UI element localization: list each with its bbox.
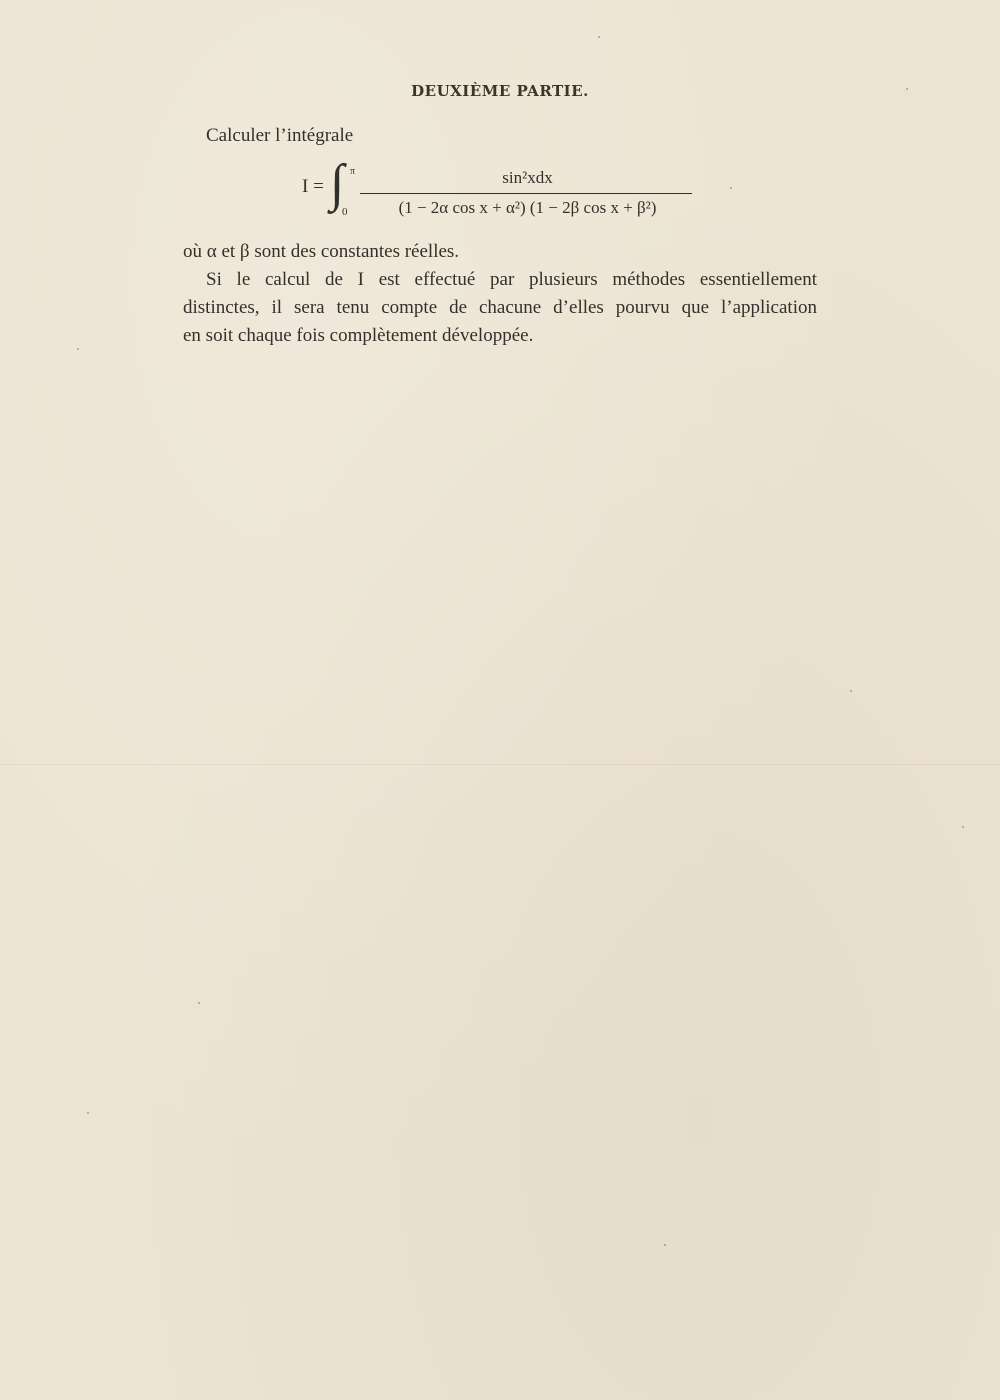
integral-upper-limit: π xyxy=(350,166,356,177)
paragraph-line: distinctes, il sera tenu compte de chacune d’elles pourvu que l’application xyxy=(183,297,817,318)
paper-fold-line xyxy=(0,764,1000,765)
paper-speck xyxy=(850,690,852,692)
fraction-bar xyxy=(360,193,692,194)
integral-lower-limit: 0 xyxy=(342,206,348,218)
paper-speck xyxy=(664,1244,666,1246)
integral-formula xyxy=(300,155,700,224)
paper-speck xyxy=(598,36,600,38)
integral-sign: ∫ xyxy=(330,155,345,212)
paper-speck xyxy=(730,187,732,189)
paper-speck xyxy=(962,826,964,828)
formula-denominator: (1 − 2α cos x + α²) (1 − 2β cos x + β²) xyxy=(398,198,657,217)
intro-text: Calculer l’intégrale xyxy=(206,125,354,146)
paragraph-line: Si le calcul de I est effectué par plusieurs méthodes essentiellement xyxy=(206,269,817,290)
instructions-paragraph xyxy=(183,266,817,350)
paper-speck xyxy=(198,1002,200,1004)
paragraph-line: en soit chaque fois complètement développée. xyxy=(183,325,534,346)
paper-speck xyxy=(77,348,79,350)
formula-lhs: I = xyxy=(302,176,324,197)
formula-numerator: sin²xdx xyxy=(502,168,553,187)
paper-speck xyxy=(906,88,908,90)
constants-statement: où α et β sont des constantes réelles. xyxy=(183,241,460,262)
part-heading: DEUXIÈME PARTIE. xyxy=(411,82,589,100)
paper-speck xyxy=(87,1112,89,1114)
